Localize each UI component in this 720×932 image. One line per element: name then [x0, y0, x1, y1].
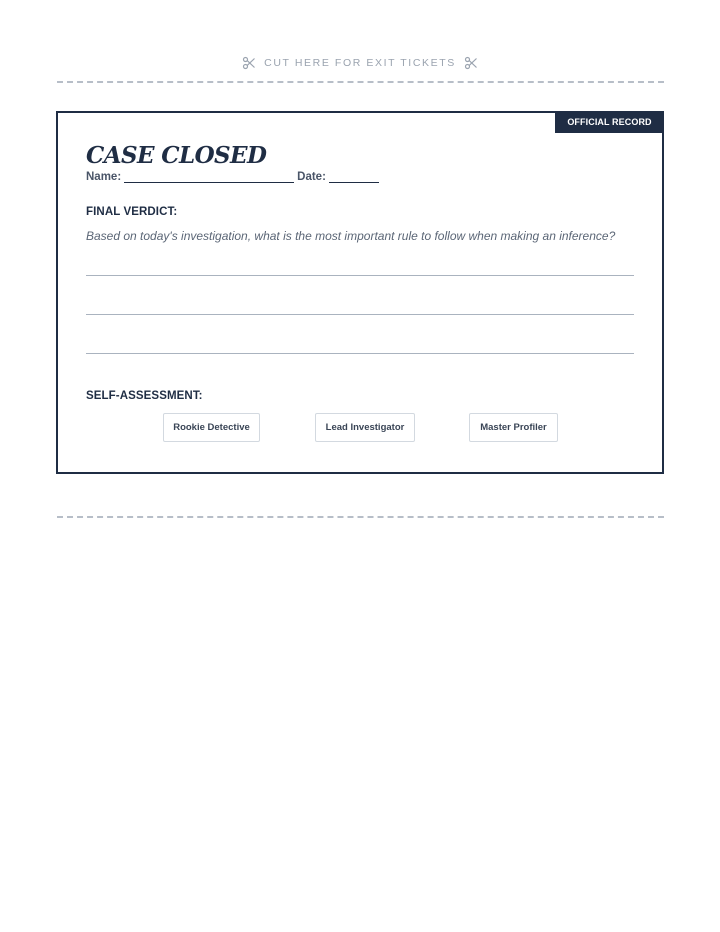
exit-ticket-card [56, 111, 664, 474]
self-assessment-label: SELF-ASSESSMENT: [86, 390, 203, 402]
scissors-icon [464, 56, 478, 70]
ticket-title: CASE CLOSED [86, 142, 267, 169]
date-label: Date: [297, 171, 326, 183]
final-verdict-label: FINAL VERDICT: [86, 206, 178, 218]
official-record-badge: OFFICIAL RECORD [555, 111, 664, 133]
answer-line[interactable] [86, 275, 634, 276]
cut-line-top [57, 81, 664, 83]
answer-line[interactable] [86, 353, 634, 354]
cut-here-banner [0, 55, 720, 71]
name-label: Name: [86, 171, 122, 183]
scissors-icon [242, 56, 256, 70]
option-master-profiler[interactable]: Master Profiler [469, 413, 558, 442]
name-date-row [86, 169, 382, 183]
option-lead-investigator[interactable]: Lead Investigator [315, 413, 415, 442]
cut-here-text: CUT HERE FOR EXIT TICKETS [264, 57, 456, 69]
cut-line-bottom [57, 516, 664, 518]
answer-line[interactable] [86, 314, 634, 315]
verdict-question: Based on today's investigation, what is the most important rule to follow when making an inference? [86, 229, 616, 243]
date-field[interactable] [329, 171, 379, 183]
name-field[interactable] [124, 171, 294, 183]
option-rookie-detective[interactable]: Rookie Detective [163, 413, 260, 442]
